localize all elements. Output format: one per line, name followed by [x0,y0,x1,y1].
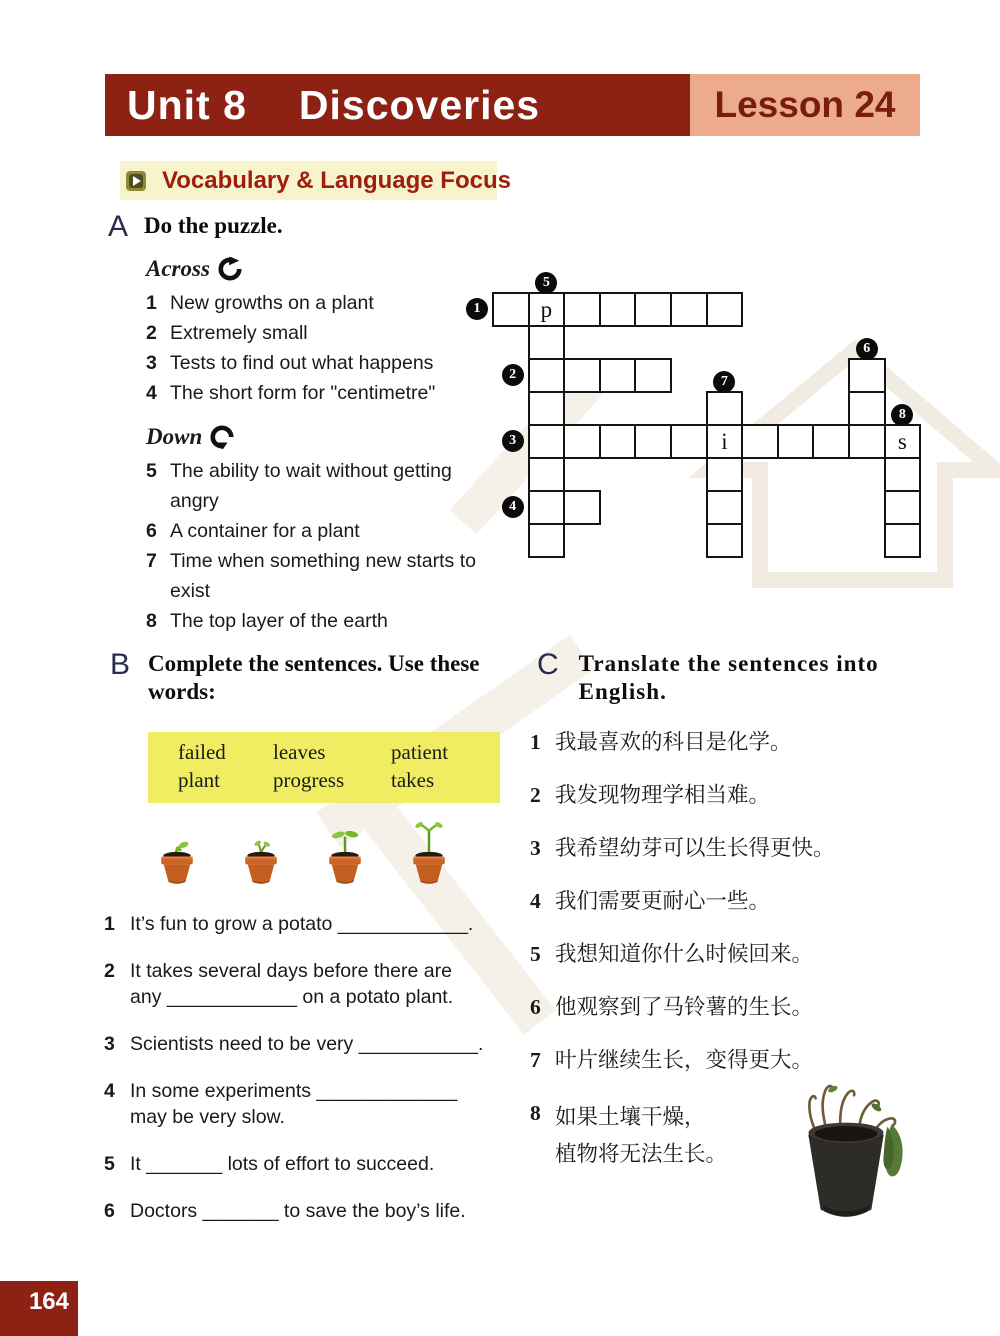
clue-text: The top layer of the earth [170,610,388,632]
sentence-text [555,887,955,916]
seedling-pot-3 [316,821,374,887]
fill-in-sentence [104,958,518,1010]
word-option: leaves [273,740,326,764]
crossword-clue-badge: 8 [891,404,913,426]
crossword-clue-badge: 5 [535,272,557,294]
word-bank [148,732,500,803]
word-option: failed [178,740,226,764]
sentence-number: 1 [104,913,115,935]
sentence-text [555,940,955,969]
sentence-text [130,1078,518,1130]
lesson-band [690,74,920,136]
crossword-cell-prefilled[interactable]: i [706,424,744,459]
clue-text: The short form for "centimetre" [170,382,436,404]
crossword-cell[interactable] [528,523,566,558]
translation-sentence [525,781,955,810]
clue-number: 1 [146,292,157,314]
unit-title: Discoveries [298,81,541,128]
title-line: words: [148,679,216,704]
section-b-title [148,650,480,706]
down-clue [146,546,500,606]
section-c-title [579,650,879,706]
across-label: Across [146,256,500,282]
word-option: patient [391,740,449,764]
sentence-text [555,993,955,1022]
sentence-text [555,728,955,757]
crossword-cell[interactable] [706,523,744,558]
crossword-clue-badge: 7 [713,371,735,393]
translation-sentence [525,940,955,969]
crossword-cell[interactable] [528,457,566,492]
lesson-label: Lesson 24 [714,84,896,125]
title-line: Complete the sentences. Use these [148,651,480,676]
clue-number: 5 [146,460,157,482]
sentence-line: Scientists need to be very ___________. [130,1033,484,1055]
sentence-line: any ____________ on a potato plant. [130,986,454,1008]
down-clues [146,456,500,636]
word-option: plant [178,768,220,792]
sentence-text [130,958,518,1010]
section-b-sentences [104,911,518,1224]
page-number: 164 [28,1288,69,1315]
crossword-cell[interactable] [706,490,744,525]
crossword-cell[interactable] [670,424,708,459]
crossword-cell[interactable] [563,490,601,525]
fill-in-sentence [104,1198,518,1224]
focus-banner [120,161,511,200]
wilted-plant-image [782,1080,910,1230]
crossword-cell[interactable] [670,292,708,327]
translation-sentence [525,1046,955,1075]
clue-text: New growths on a plant [170,292,374,314]
crossword-cell[interactable] [563,424,601,459]
word-option: takes [391,768,435,792]
crossword-clue-badge: 4 [502,496,524,518]
crossword-cell-prefilled[interactable]: s [884,424,922,459]
crossword-clue-badge: 3 [502,430,524,452]
crossword-cell[interactable] [528,490,566,525]
sentence-text [130,1198,518,1224]
sentence-line: 我们需要更耐心一些。 [555,889,771,913]
section-c-letter: C [537,648,559,681]
crossword-grid [460,262,960,574]
crossword-clue-badge: 6 [856,338,878,360]
crossword-cell[interactable] [599,358,637,393]
sentence-line: 我最喜欢的科目是化学。 [555,730,792,754]
crossword-cell[interactable] [599,424,637,459]
sentence-line: 植物将无法生长。 [555,1142,728,1166]
crossword-cell[interactable] [741,424,779,459]
sentence-line: It takes several days before there are [130,960,452,982]
across-clue [146,348,500,378]
title-line: English. [578,679,667,704]
crossword-cell[interactable] [706,292,744,327]
section-b-letter: B [110,648,131,681]
translation-sentence [525,993,955,1022]
section-a-title: Do the puzzle. [144,213,283,238]
translation-sentence [525,887,955,916]
crossword-cell[interactable] [706,457,744,492]
fill-in-sentence [104,1151,518,1177]
fill-in-sentence [104,1078,518,1130]
focus-label: Vocabulary & Language Focus [162,166,511,194]
sentence-line: 如果土壤干燥， [555,1105,706,1129]
section-a [108,212,500,636]
sentence-line: may be very slow. [130,1106,285,1128]
fill-in-sentence [104,911,518,937]
crossword-clue-badge: 2 [502,364,524,386]
crossword-cell[interactable] [848,424,886,459]
down-clue [146,516,500,546]
crossword-cell[interactable] [884,457,922,492]
section-a-letter: A [108,210,129,243]
crossword-cell-prefilled[interactable]: p [528,292,566,327]
down-arrow-icon [210,425,234,449]
crossword-cell[interactable] [634,424,672,459]
across-arrow-icon [218,257,242,281]
seedling-pots-image [148,821,518,887]
crossword-cell[interactable] [706,391,744,426]
sentence-line: 我想知道你什么时候回来。 [555,942,814,966]
sentence-text [555,781,955,810]
sentence-number: 4 [104,1080,115,1102]
unit-title-band [105,74,690,136]
across-clue [146,318,500,348]
clue-text: A container for a plant [170,520,360,542]
crossword-cell[interactable] [528,325,566,360]
sentence-line: It _______ lots of effort to succeed. [130,1153,435,1175]
translation-sentence [525,834,955,863]
crossword-clue-badge: 1 [466,298,488,320]
fill-in-sentence [104,1031,518,1057]
clue-number: 6 [146,520,157,542]
sentence-number: 3 [530,836,541,860]
crossword-cell[interactable] [848,358,886,393]
seedling-pot-2 [232,821,290,887]
down-label: Down [146,424,500,450]
section-b [104,650,518,1245]
sentence-text [555,834,955,863]
sentence-number: 2 [104,960,115,982]
clue-number: 2 [146,322,157,344]
unit-label: Unit 8 [127,81,247,128]
sentence-line: 我希望幼芽可以生长得更快。 [555,836,835,860]
crossword-cell[interactable] [777,424,815,459]
down-clue [146,456,500,516]
crossword-cell[interactable] [884,523,922,558]
sentence-number: 4 [530,889,541,913]
clue-number: 3 [146,352,157,374]
clue-text: Tests to find out what happens [170,352,434,374]
sentence-number: 5 [530,942,541,966]
play-bullet-icon [126,171,146,191]
crossword-cell[interactable] [884,490,922,525]
sentence-number: 3 [104,1033,115,1055]
sentence-number: 7 [530,1048,541,1072]
sentence-text [130,1151,518,1177]
seedling-pot-4 [400,821,458,887]
clue-number: 4 [146,382,157,404]
sentence-number: 8 [530,1101,541,1125]
word-option: progress [273,768,345,792]
sentence-text [130,911,518,937]
sentence-number: 6 [104,1200,115,1222]
sentence-line: 他观察到了马铃薯的生长。 [555,995,814,1019]
sentence-line: 叶片继续生长，变得更大。 [555,1048,814,1072]
crossword-cell[interactable] [599,292,637,327]
sentence-number: 6 [530,995,541,1019]
crossword-cell[interactable] [848,391,886,426]
sentence-line: Doctors _______ to save the boy’s life. [130,1200,466,1222]
crossword-cell[interactable] [528,391,566,426]
crossword-cell[interactable] [528,358,566,393]
clue-number: 8 [146,610,157,632]
clue-text: Extremely small [170,322,308,344]
page-number-block [0,1281,78,1336]
crossword-cell[interactable] [812,424,850,459]
crossword-cell[interactable] [634,358,672,393]
title-line: Translate the sentences into [578,651,879,676]
sentence-number: 5 [104,1153,115,1175]
seedling-pot-1 [148,821,206,887]
across-clues [146,288,500,408]
sentence-text [130,1031,518,1057]
sentence-line: It’s fun to grow a potato ____________. [130,913,474,935]
sentence-number: 2 [530,783,541,807]
across-clue [146,378,500,408]
crossword-cell[interactable] [563,292,601,327]
translation-sentence [525,728,955,757]
down-clue [146,606,500,636]
crossword-cell[interactable] [563,358,601,393]
sentence-text [555,1046,955,1075]
sentence-number: 1 [530,730,541,754]
crossword-cell[interactable] [634,292,672,327]
sentence-line: 我发现物理学相当难。 [555,783,771,807]
clue-text: Time when something new starts to exist [170,550,476,602]
clue-text: The ability to wait without getting angry [170,460,452,512]
clue-number: 7 [146,550,157,572]
crossword-cell[interactable] [528,424,566,459]
header-band [105,74,920,136]
across-clue [146,288,500,318]
sentence-line: In some experiments _____________ [130,1080,458,1102]
crossword-cell[interactable] [492,292,530,327]
